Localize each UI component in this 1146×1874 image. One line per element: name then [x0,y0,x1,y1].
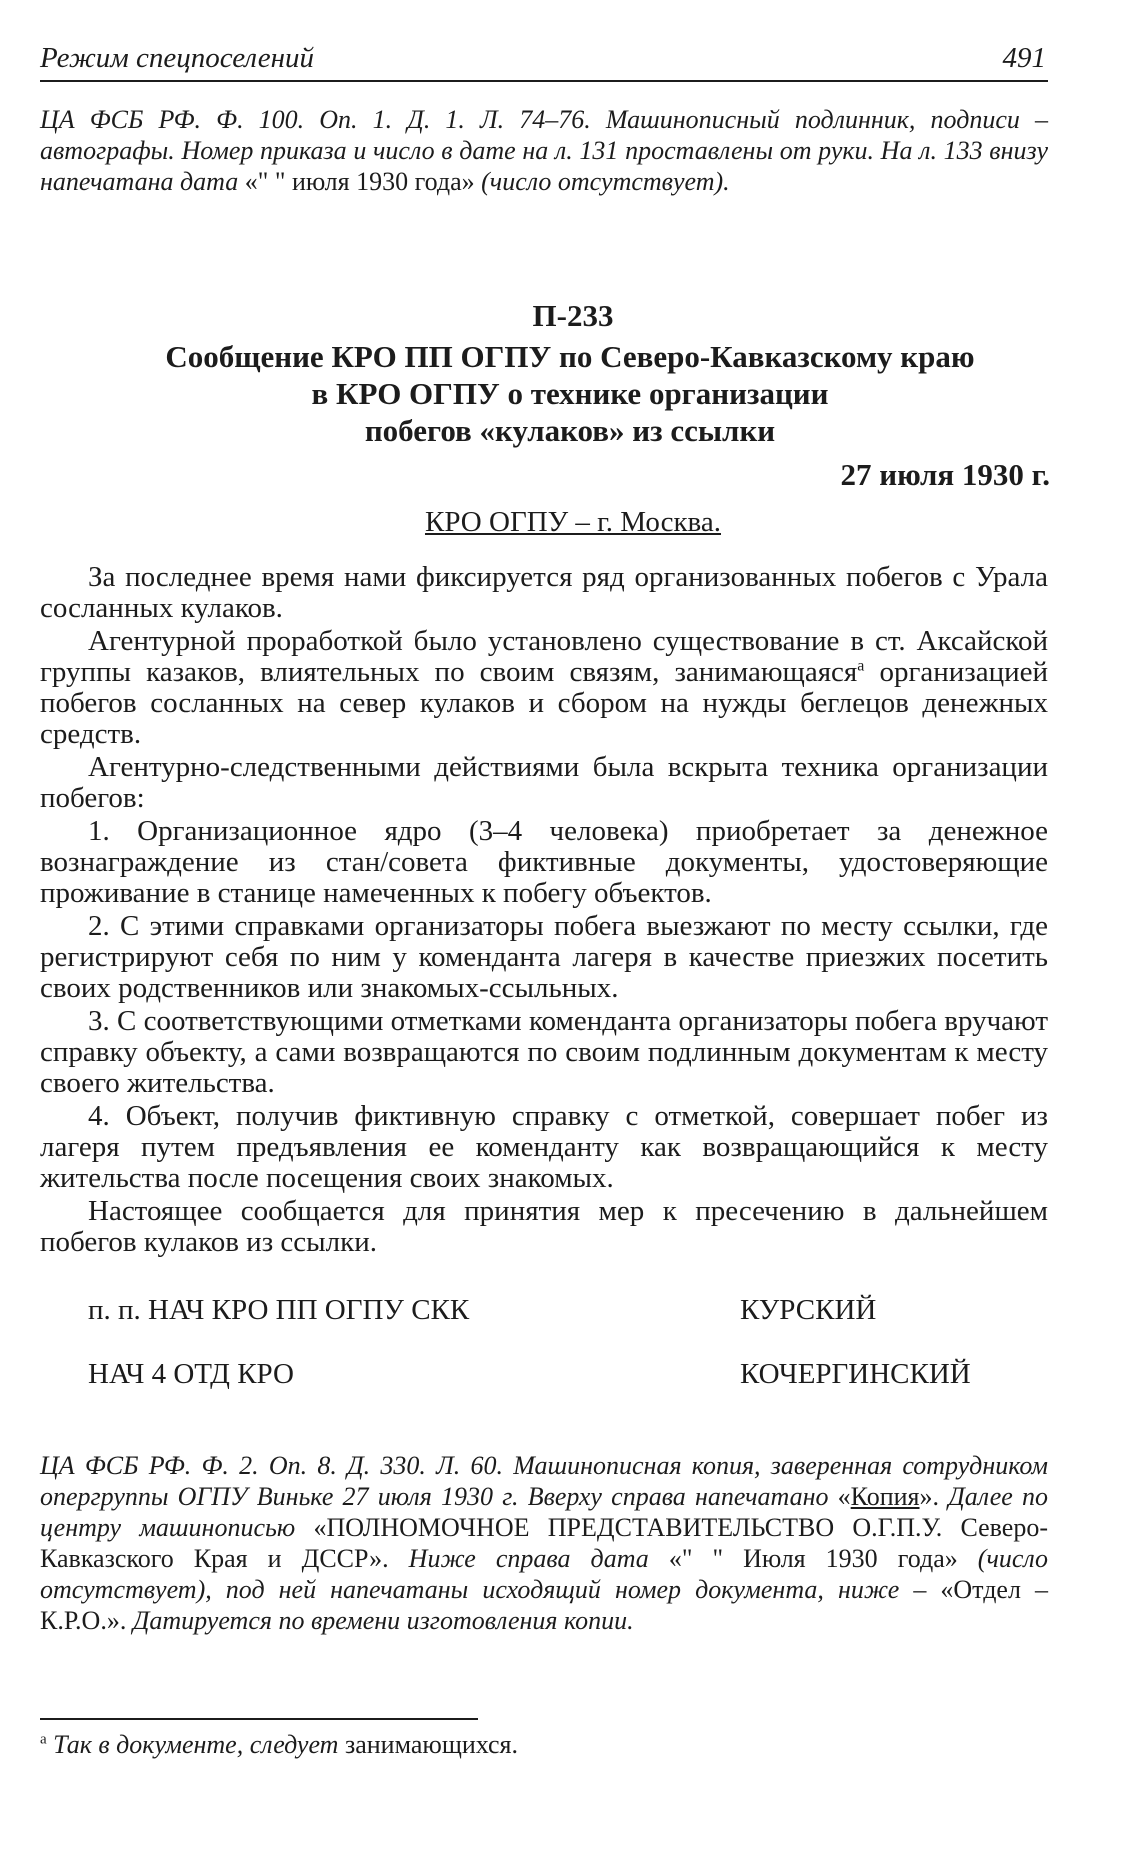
source-note-bottom: ЦА ФСБ РФ. Ф. 2. Оп. 8. Д. 330. Л. 60. Машинописная копия, заверенная сотрудником опергруппы ОГПУ Виньке 27 июля 1930 г. Вверху справа напечатано «Копия». Далее по центру машинописью «ПОЛНОМОЧНОЕ ПРЕДСТАВИТЕЛЬСТВО О.Г.П.У. Северо-Кавказского Края и ДССР». Ниже справа дата «" " Июля 1930 года» (число отсутствует), под ней напечатаны исходящий номер документа, ниже – «Отдел – К.Р.О.». Датируется по времени изготовления копии. [40,1451,1049,1635]
footnote [40,1730,1048,1760]
signature-name: КОЧЕРГИНСКИЙ [740,1358,971,1390]
document-title-line: Сообщение КРО ПП ОГПУ по Северо-Кавказскому краю [165,339,975,374]
body-paragraph-text: Агентурной проработкой было установлено существование в ст. Аксайской группы казаков, влиятельных по своим связям, занимающаяся [40,625,1048,688]
signature-position: НАЧ 4 ОТД КРО [88,1358,294,1390]
body-paragraph: 1. Организационное ядро (3–4 человека) приобретает за денежное вознаграждение из стан/совета фиктивные документы, удостоверяющие проживание в станице намеченных к побегу объектов. [40,815,1048,909]
document-title-line: побегов «кулаков» из ссылки [364,413,776,448]
body-paragraph: 2. С этими справками организаторы побега выезжают по месту ссылки, где регистрируют себя по ним у коменданта лагеря в качестве приезжих посетить своих родственников или знакомых-ссыльных. [40,910,1048,1004]
source-note-bottom-text: Ниже справа дата [408,1544,649,1573]
document-title-line: в КРО ОГПУ о технике организации [311,376,829,411]
source-note-top [40,104,1048,197]
footnote-ref: а [857,657,865,675]
source-note-bottom-text: Далее по центру машинописью [40,1482,1048,1542]
document-body [40,562,1048,1260]
addressee [0,506,1146,539]
body-paragraph: За последнее время нами фиксируется ряд организованных побегов с Урала сосланных кулаков. [40,561,1048,624]
body-paragraph-text: организацией побегов сосланных на север кулаков и сбором на нужды беглецов денежных средств. [40,656,1049,750]
body-paragraph: Настоящее сообщается для принятия мер к пресечению в дальнейшем побегов кулаков из ссылки. [40,1195,1048,1258]
caps-quote: «ПОЛНОМОЧНОЕ ПРЕДСТАВИТЕЛЬСТВО О.Г.П.У. Северо-Кавказского Края и ДССР». [40,1513,1048,1573]
body-paragraph: 3. С соответствующими отметками коменданта организаторы побега вручают справку объекту, а сами возвращаются по своим подлинным документам к месту своего жительства. [40,1005,1048,1099]
source-note-top-tail: (число отсутствует). [481,167,730,196]
dept-quote: «Отдел – К.Р.О.». [40,1575,1049,1635]
source-note-top-text: ЦА ФСБ РФ. Ф. 100. Оп. 1. Д. 1. Л. 74–76. Машинописный подлинник, подписи – автографы. Номер приказа и число в дате на л. 131 проставлены от руки. На л. 133 внизу напечатана дата [40,105,1048,196]
copy-word: Копия [850,1482,920,1511]
footnote-divider [40,1718,478,1720]
running-head-title: Режим спецпоселений [40,42,315,74]
source-note-bottom-text: (число отсутствует), под ней напечатаны исходящий номер документа, ниже – [40,1544,1049,1604]
body-paragraph: 4. Объект, получив фиктивную справку с отметкой, совершает побег из лагеря путем предъявления ее коменданту как возвращающийся к месту жительства после посещения своих знакомых. [40,1100,1048,1194]
page-number: 491 [1002,42,1046,74]
addressee-text: КРО ОГПУ – г. Москва. [424,506,721,538]
document-number: П-233 [532,298,614,333]
body-paragraph: Агентурно-следственными действиями была вскрыта техника организации побегов: [40,751,1048,814]
footnote-text: Так в документе, следует [53,1730,339,1759]
footnote-marker: а [40,1731,47,1748]
source-note-bottom-text: ЦА ФСБ РФ. Ф. 2. Оп. 8. Д. 330. Л. 60. Машинописная копия, заверенная сотрудником опергруппы ОГПУ Виньке 27 июля 1930 г. Вверху справа напечатано [40,1451,1048,1511]
document-title [80,338,1060,449]
running-head [40,38,1048,82]
source-note-top-quote: «" " июля 1930 года» [244,167,475,196]
source-note-bottom-text: Датируется по времени изготовления копии. [132,1606,634,1635]
body-paragraph [40,626,1048,750]
document-date: 27 июля 1930 г. [840,457,1050,492]
date-quote: «" " Июля 1930 года» [668,1544,958,1573]
footnote-word: занимающихся. [344,1730,518,1759]
signature-name: КУРСКИЙ [740,1294,877,1326]
signature-position: п. п. НАЧ КРО ПП ОГПУ СКК [88,1294,470,1326]
